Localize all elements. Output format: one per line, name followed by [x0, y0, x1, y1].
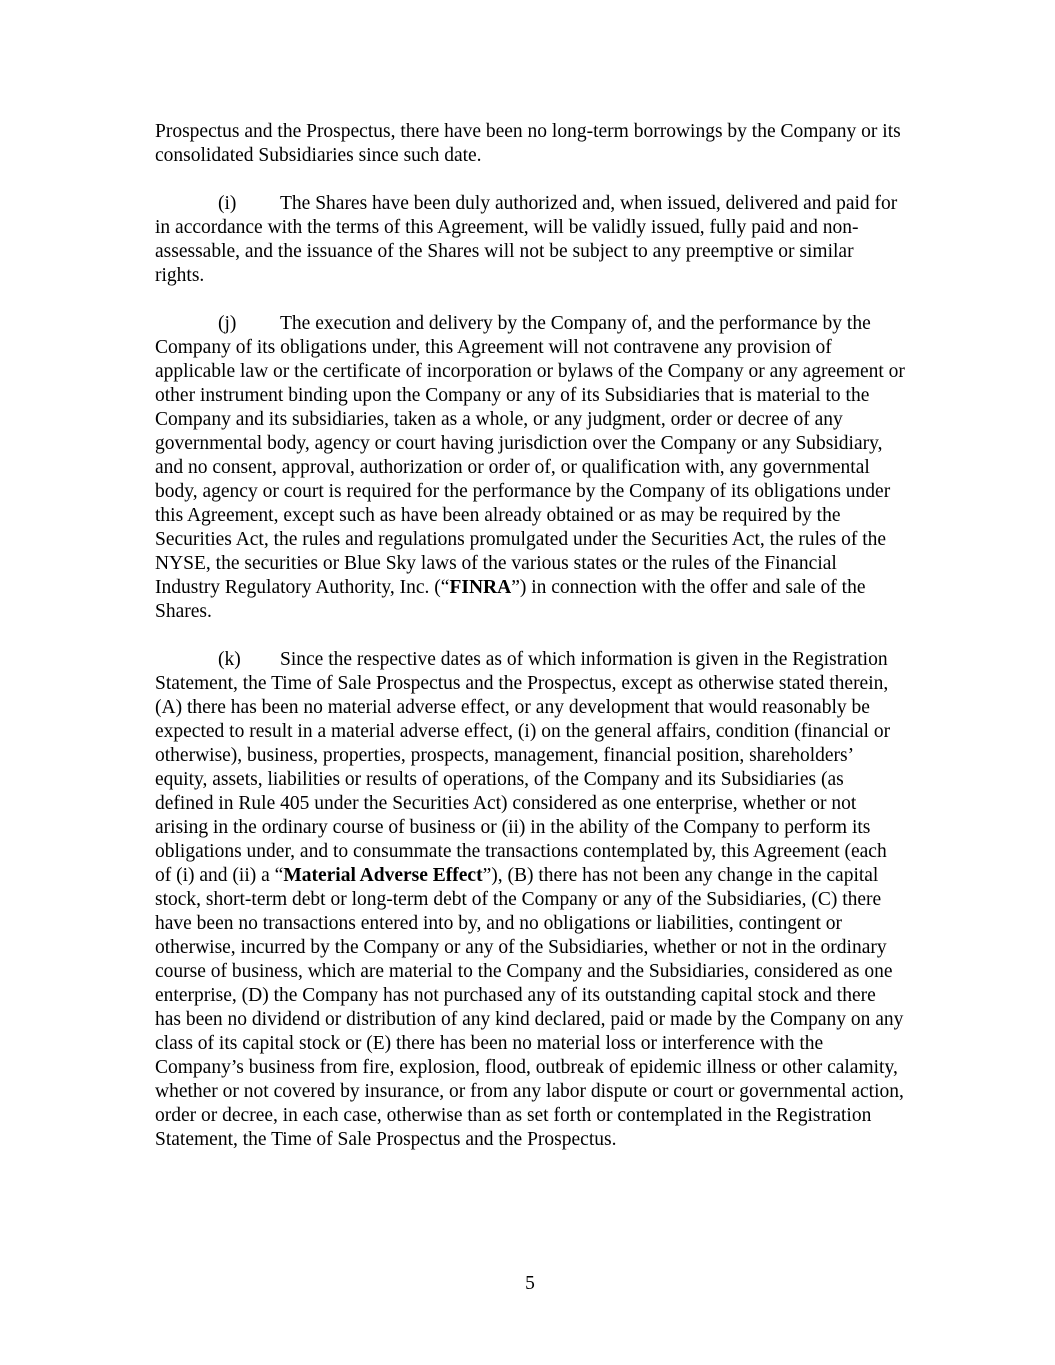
- paragraph-j-text-2: ”) in connection with the offer and sale of the Shares.: [155, 577, 866, 622]
- paragraph-intro-text: Prospectus and the Prospectus, there have been no long-term borrowings by the Company or its consolidated Subsidiaries since such date.: [155, 121, 901, 166]
- document-body: [155, 120, 905, 1152]
- paragraph-k: [155, 648, 905, 1152]
- paragraph-j: [155, 312, 905, 624]
- paragraph-intro: [155, 120, 905, 168]
- paragraph-j-defined-term-finra: FINRA: [449, 577, 512, 598]
- paragraph-k-label: (k): [218, 649, 241, 670]
- paragraph-i: [155, 192, 905, 288]
- paragraph-i-text: The Shares have been duly authorized and, when issued, delivered and paid for in accordance with the terms of this Agreement, will be validly issued, fully paid and non-assessable, and the issuance of the Shares will not be subject to any preemptive or similar rights.: [155, 193, 898, 286]
- paragraph-k-defined-term-material-adverse-effect: Material Adverse Effect: [283, 865, 483, 886]
- paragraph-k-text-1: Since the respective dates as of which information is given in the Registration Statement, the Time of Sale Prospectus and the Prospectus, except as otherwise stated therein, (A) there has been no material adverse effect, or any development that would reasonably be expected to result in a material adverse effect, (i) on the general affairs, condition (financial or otherwise), business, properties, prospects, management, financial position, shareholders’ equity, assets, liabilities or results of operations, of the Company and its Subsidiaries (as defined in Rule 405 under the Securities Act) considered as one enterprise, whether or not arising in the ordinary course of business or (ii) in the ability of the Company to perform its obligations under, and to consummate the transactions contemplated by, this Agreement (each of (i) and (ii) a “: [155, 649, 891, 886]
- paragraph-j-text-1: The execution and delivery by the Company of, and the performance by the Company of its obligations under, this Agreement will not contravene any provision of applicable law or the certificate of incorporation or bylaws of the Company or any agreement or other instrument binding upon the Company or any of its Subsidiaries that is material to the Company and its subsidiaries, taken as a whole, or any judgment, order or decree of any governmental body, agency or court having jurisdiction over the Company or any Subsidiary, and no consent, approval, authorization or order of, or qualification with, any governmental body, agency or court is required for the performance by the Company of its obligations under this Agreement, except such as have been already obtained or as may be required by the Securities Act, the rules and regulations promulgated under the Securities Act, the rules of the NYSE, the securities or Blue Sky laws of the various states or the rules of the Financial Industry Regulatory Authority, Inc. (“: [155, 313, 905, 598]
- paragraph-i-label: (i): [218, 193, 237, 214]
- paragraph-k-text-2: ”), (B) there has not been any change in the capital stock, short-term debt or long-term debt of the Company or any of the Subsidiaries, (C) there have been no transactions entered into by, and no obligations or liabilities, contingent or otherwise, incurred by the Company or any of the Subsidiaries, whether or not in the ordinary course of business, which are material to the Company and the Subsidiaries, considered as one enterprise, (D) the Company has not purchased any of its outstanding capital stock and there has been no dividend or distribution of any kind declared, paid or made by the Company on any class of its capital stock or (E) there has been no material loss or interference with the Company’s business from fire, explosion, flood, outbreak of epidemic illness or other calamity, whether or not covered by insurance, or from any labor dispute or court or governmental action, order or decree, in each case, otherwise than as set forth or contemplated in the Registration Statement, the Time of Sale Prospectus and the Prospectus.: [155, 865, 904, 1150]
- paragraph-j-label: (j): [218, 313, 237, 334]
- page-number: 5: [525, 1273, 535, 1294]
